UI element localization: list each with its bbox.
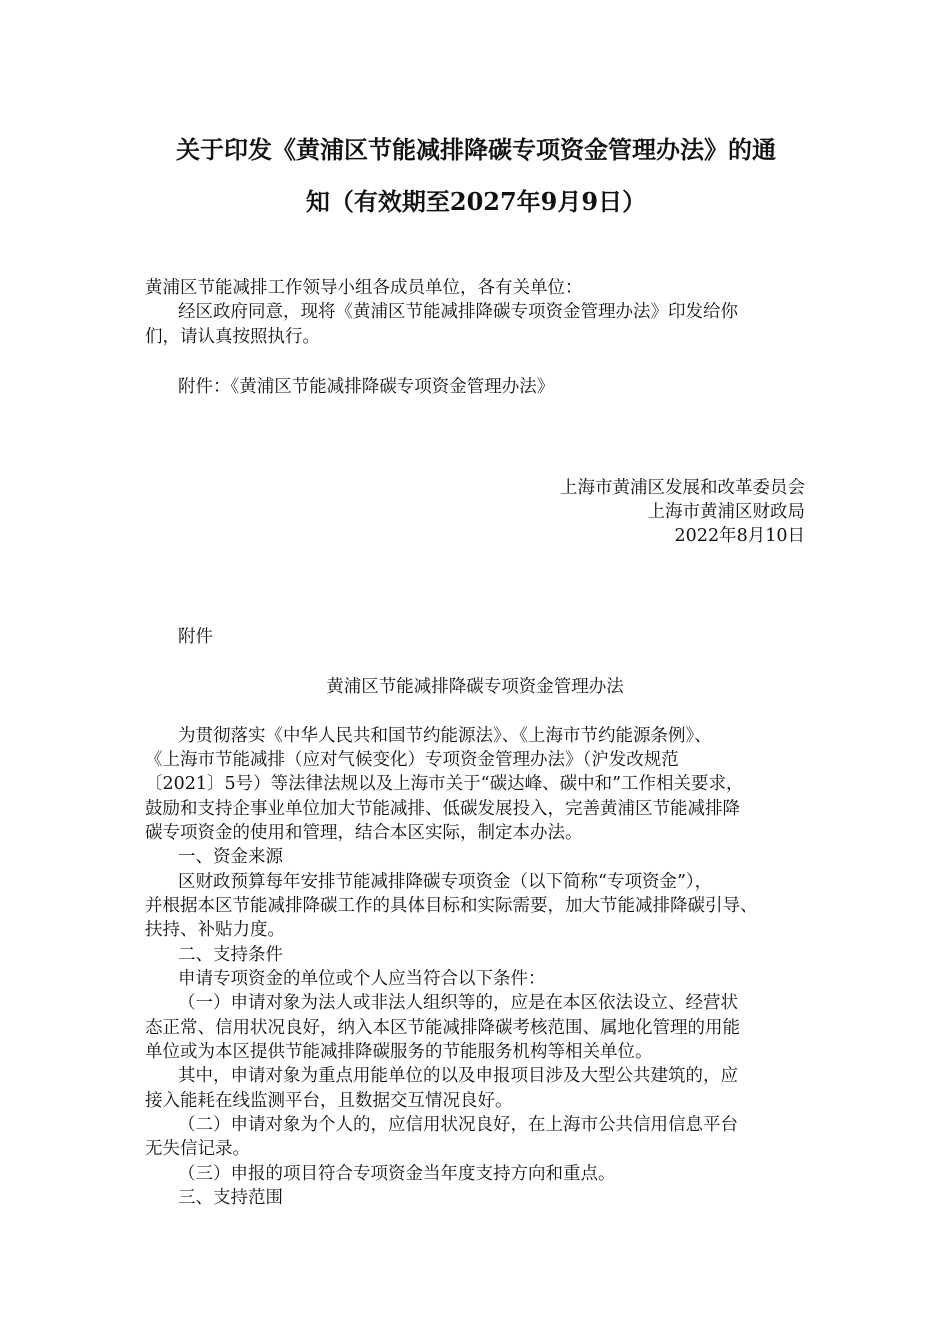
section-heading: 三、支持范围 xyxy=(178,1188,283,1208)
appendix-line: 区财政预算每年安排节能减排降碳专项资金（以下简称“专项资金”）， xyxy=(178,872,713,892)
appendix-label: 附件 xyxy=(178,627,213,647)
signature-org-2: 上海市黄浦区财政局 xyxy=(647,502,805,522)
appendix-line: 扶持、补贴力度。 xyxy=(145,920,285,940)
document-title-line-1: 关于印发《黄浦区节能减排降碳专项资金管理办法》的通 xyxy=(176,135,776,164)
section-heading: 二、支持条件 xyxy=(178,945,283,965)
appendix-line: 〔2021〕5号）等法律法规以及上海市关于“碳达峰、碳中和”工作相关要求， xyxy=(145,774,744,794)
appendix-line: （一）申请对象为法人或非法人组织等的，应是在本区依法设立、经营状 xyxy=(178,993,738,1013)
appendix-line: 无失信记录。 xyxy=(145,1139,250,1159)
appendix-line: 并根据本区节能减排降碳工作的具体目标和实际需要，加大节能减排降碳引导、 xyxy=(145,896,758,916)
appendix-line: 单位或为本区提供节能减排降碳服务的节能服务机构等相关单位。 xyxy=(145,1042,653,1062)
appendix-line: 碳专项资金的使用和管理，结合本区实际，制定本办法。 xyxy=(145,823,583,843)
appendix-line: （三）申报的项目符合专项资金当年度支持方向和重点。 xyxy=(178,1164,616,1184)
appendix-line: 为贯彻落实《中华人民共和国节约能源法》、《上海市节约能源条例》、 xyxy=(178,726,712,746)
appendix-line: 态正常、信用状况良好，纳入本区节能减排降碳考核范围、属地化管理的用能 xyxy=(145,1018,740,1038)
appendix-line: 《上海市节能减排（应对气候变化）专项资金管理办法》（沪发改规范 xyxy=(145,750,679,770)
signature-org-1: 上海市黄浦区发展和改革委员会 xyxy=(560,478,805,498)
appendix-line: 其中，申请对象为重点用能单位的以及申报项目涉及大型公共建筑的，应 xyxy=(178,1066,738,1086)
signature-date: 2022年8月10日 xyxy=(674,526,805,546)
attachment-reference: 附件：《黄浦区节能减排降碳专项资金管理办法》 xyxy=(178,377,555,397)
section-heading: 一、资金来源 xyxy=(178,847,283,867)
appendix-line: （二）申请对象为个人的，应信用状况良好，在上海市公共信用信息平台 xyxy=(178,1115,738,1135)
document-title-line-2: 知（有效期至2027年9月9日） xyxy=(305,187,647,216)
notice-body-line-1: 经区政府同意，现将《黄浦区节能减排降碳专项资金管理办法》印发给你 xyxy=(178,302,738,322)
addressee: 黄浦区节能减排工作领导小组各成员单位，各有关单位： xyxy=(145,278,583,298)
appendix-line: 接入能耗在线监测平台，且数据交互情况良好。 xyxy=(145,1091,513,1111)
appendix-line: 申请专项资金的单位或个人应当符合以下条件： xyxy=(178,969,546,989)
appendix-line: 鼓励和支持企事业单位加大节能减排、低碳发展投入，完善黄浦区节能减排降 xyxy=(145,799,740,819)
notice-body-line-2: 们，请认真按照执行。 xyxy=(145,327,320,347)
appendix-title: 黄浦区节能减排降碳专项资金管理办法 xyxy=(326,677,624,697)
